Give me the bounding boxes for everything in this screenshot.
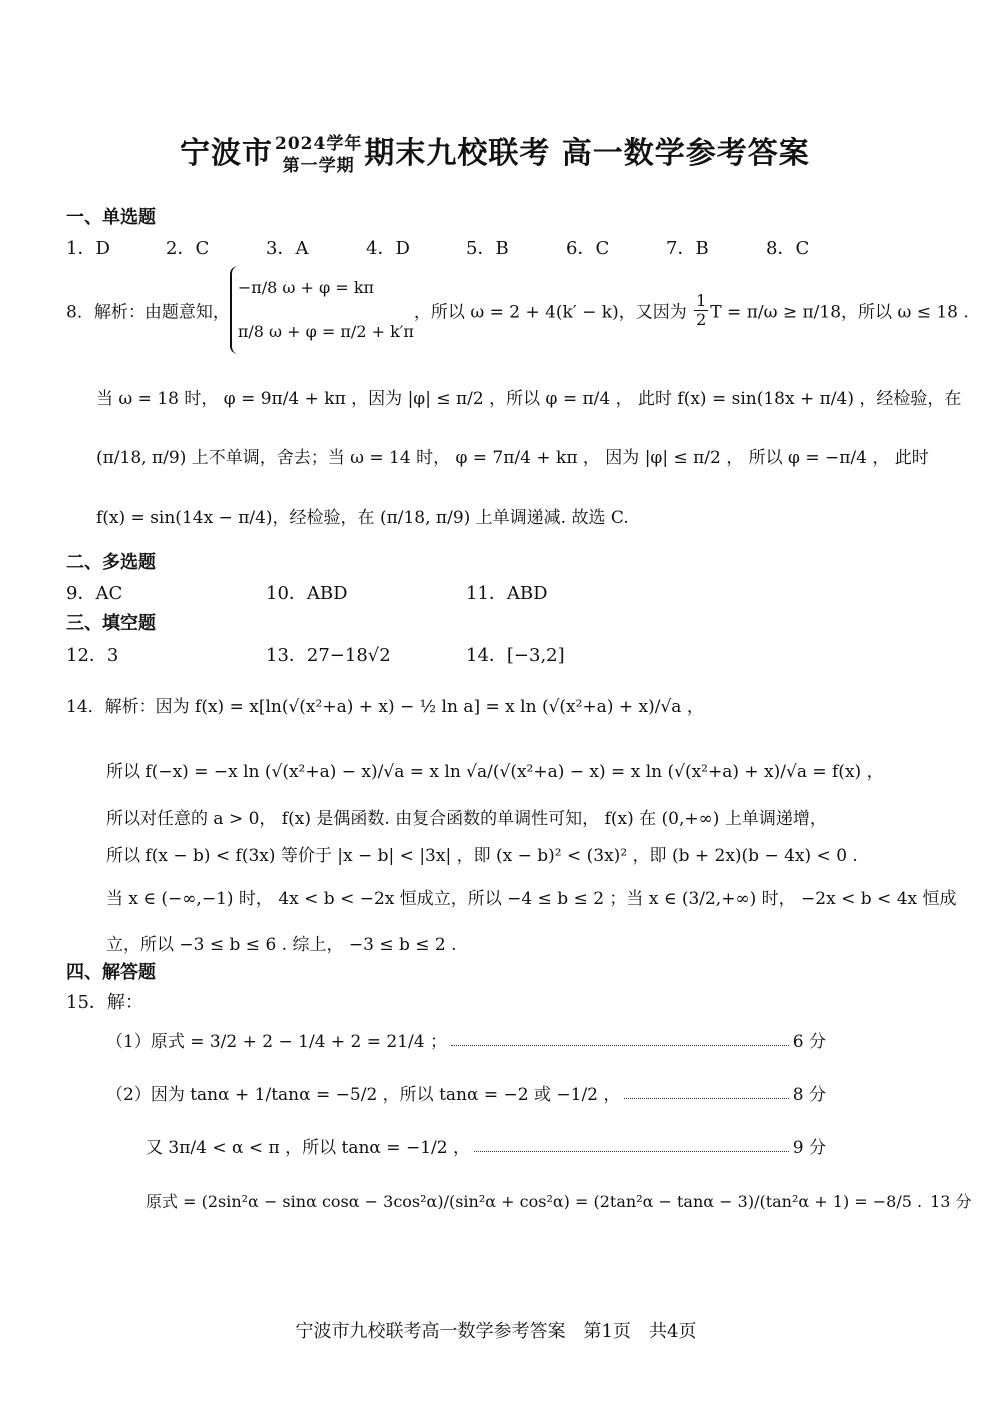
q15-step-1-score: 6 分 [792, 1032, 826, 1052]
section-heading-single-choice: 一、单选题 [66, 207, 156, 228]
answer-13: 13．27−18√2 [266, 645, 391, 666]
q14-analysis-line2: 所以 f(−x) = −x ln (√(x²+a) − x)/√a = x ln √a/(√(x²+a) − x) = x ln (√(x²+a) + x)/√a = f(x) ， [106, 762, 884, 782]
q14-analysis-line1: 14．解析：因为 f(x) = x[ln(√(x²+a) + x) − ½ ln a] = x ln (√(x²+a) + x)/√a ， [66, 697, 704, 717]
q15-step-3 [146, 1133, 826, 1158]
answer-3: 3．A [266, 238, 309, 259]
multi-choice-answers [66, 579, 586, 605]
q15-label: 15．解： [66, 992, 143, 1013]
q15-step-1 [106, 1027, 826, 1052]
answer-5: 5．B [466, 238, 509, 259]
q15-step-4 [146, 1189, 972, 1212]
q15-step-1-text: （1）原式 = 3/2 + 2 − 1/4 + 2 = 21/4 ； [106, 1032, 448, 1052]
q15-step-4-text: 原式 = (2sin²α − sinα cosα − 3cos²α)/(sin²α + cos²α) = (2tan²α − tanα − 3)/(tan²α + 1) = −8/5 . [146, 1192, 923, 1211]
answer-7: 7．B [666, 238, 709, 259]
q15-step-2-score: 8 分 [792, 1085, 826, 1105]
q8-analysis-line2: 当 ω = 18 时， φ = 9π/4 + kπ ，因为 |φ| ≤ π/2 ，所以 φ = π/4 ， 此时 f(x) = sin(18x + π/4) ，经检验，在 [96, 389, 962, 409]
page-footer: 宁波市九校联考高一数学参考答案 第1页 共4页 [295, 1321, 697, 1342]
section-heading-fill-blank: 三、填空题 [66, 613, 156, 634]
q15-step-2-text: （2）因为 tanα + 1/tanα = −5/2 ，所以 tanα = −2 或 −1/2 ， [106, 1085, 621, 1105]
q14-analysis-line6: 立，所以 −3 ≤ b ≤ 6 . 综上， −3 ≤ b ≤ 2 . [106, 935, 457, 955]
q15-step-3-score: 9 分 [792, 1138, 826, 1158]
q15-step-4-score: 13 分 [930, 1192, 972, 1211]
q8-analysis-line3: (π/18, π/9) 上不单调，舍去；当 ω = 14 时， φ = 7π/4 + kπ ， 因为 |φ| ≤ π/2 ， 所以 φ = −π/4 ， 此时 [96, 448, 929, 468]
answer-11: 11．ABD [466, 583, 548, 604]
answer-2: 2．C [166, 238, 210, 259]
q8-sys-eq2: π/8 ω + φ = π/2 + k′π [237, 322, 414, 341]
answer-12: 12．3 [66, 645, 119, 666]
q8-part1: ，所以 ω = 2 + 4(k′ − k)，又因为 [413, 302, 687, 323]
q15-step-2 [106, 1080, 826, 1105]
title-year-semester [275, 133, 362, 177]
answer-9: 9．AC [66, 583, 123, 604]
title-main: 期末九校联考 高一数学参考答案 [364, 136, 810, 171]
answer-10: 10．ABD [266, 583, 348, 604]
q8-part2: T = π/ω ≥ π/18，所以 ω ≤ 18 . [710, 302, 969, 323]
section-heading-multi-choice: 二、多选题 [66, 552, 156, 573]
title-semester: 第一学期 [282, 156, 355, 176]
answer-1: 1．D [66, 238, 110, 259]
q8-sys-eq1: −π/8 ω + φ = kπ [237, 278, 375, 297]
title-year: 2024学年 [275, 134, 363, 154]
q8-label: 8．解析：由题意知， [66, 302, 230, 323]
fill-blank-answers [66, 641, 586, 667]
page-title [180, 128, 810, 177]
title-prefix: 宁波市 [180, 136, 273, 171]
q8-analysis-line1 [66, 266, 969, 354]
q8-system [230, 266, 414, 354]
q14-analysis-line5: 当 x ∈ (−∞,−1) 时， 4x < b < −2x 恒成立，所以 −4 ≤ b ≤ 2 ；当 x ∈ (3/2,+∞) 时， −2x < b < 4x 恒成 [106, 889, 957, 909]
single-choice-answers [66, 234, 826, 260]
dot-leader [624, 1086, 788, 1099]
dot-leader [451, 1033, 789, 1046]
q8-half-frac: $\frac{1}{2}$ [696, 290, 707, 329]
section-heading-solutions: 四、解答题 [66, 962, 156, 983]
answer-8: 8．C [766, 238, 810, 259]
q8-analysis-line4: f(x) = sin(14x − π/4)，经检验，在 (π/18, π/9) 上单调递减. 故选 C. [96, 508, 629, 528]
answer-6: 6．C [566, 238, 610, 259]
q14-analysis-line3: 所以对任意的 a > 0， f(x) 是偶函数. 由复合函数的单调性可知， f(x) 在 (0,+∞) 上单调递增， [106, 809, 827, 829]
q14-analysis-line4: 所以 f(x − b) < f(3x) 等价于 |x − b| < |3x| ，即 (x − b)² < (3x)² ，即 (b + 2x)(b − 4x) < 0 . [106, 846, 858, 866]
dot-leader [474, 1139, 789, 1152]
answer-14: 14．[−3,2] [466, 645, 565, 666]
q15-step-3-text: 又 3π/4 < α < π ，所以 tanα = −1/2 ， [146, 1138, 470, 1158]
answer-4: 4．D [366, 238, 410, 259]
